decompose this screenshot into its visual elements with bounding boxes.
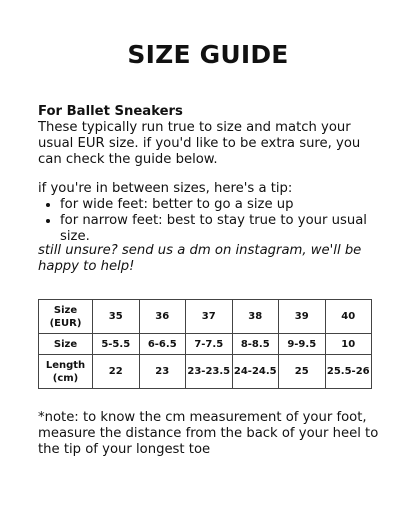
intro-text: These typically run true to size and match your usual EUR size. if you'd like to be extra sure, you can check the guide below. (38, 120, 361, 167)
table-cell: 36 (139, 300, 186, 334)
table-row-length (39, 355, 372, 389)
table-cell: 5-5.5 (93, 334, 140, 355)
table-cell: 10 (325, 334, 372, 355)
table-row-eur-size (39, 300, 372, 334)
table-cell: 9-9.5 (279, 334, 326, 355)
table-cell: 38 (232, 300, 279, 334)
table-cell: 40 (325, 300, 372, 334)
table-cell: 39 (279, 300, 326, 334)
table-cell: 23 (139, 355, 186, 389)
table-cell: 22 (93, 355, 140, 389)
table-cell: 37 (186, 300, 233, 334)
table-cell: 8-8.5 (232, 334, 279, 355)
intro-heading: For Ballet Sneakers (38, 104, 183, 119)
size-table (38, 299, 372, 389)
table-row-size (39, 334, 372, 355)
table-cell: 25.5-26 (325, 355, 372, 389)
row-label-size: Size (39, 334, 93, 355)
table-cell: 35 (93, 300, 140, 334)
intro-section (38, 104, 386, 168)
row-label-length: Length (cm) (39, 355, 93, 389)
table-cell: 23-23.5 (186, 355, 233, 389)
contact-note: still unsure? send us a dm on instagram, we'll be happy to help! (38, 243, 362, 274)
table-cell: 25 (279, 355, 326, 389)
tips-list (38, 197, 386, 245)
page-title: SIZE GUIDE (127, 40, 289, 69)
measurement-note: *note: to know the cm measurement of your foot, measure the distance from the back of your heel to the tip of your longest toe (38, 410, 379, 457)
tips-section (38, 181, 386, 245)
tip-wide-feet: • for wide feet: better to go a size up (60, 197, 386, 213)
table-cell: 6-6.5 (139, 334, 186, 355)
table-cell: 7-7.5 (186, 334, 233, 355)
row-label-eur-size: Size (EUR) (39, 300, 93, 334)
table-cell: 24-24.5 (232, 355, 279, 389)
tips-lead: if you're in between sizes, here's a tip: (38, 181, 293, 196)
tip-narrow-feet: • for narrow feet: best to stay true to your usual size. (60, 213, 386, 245)
